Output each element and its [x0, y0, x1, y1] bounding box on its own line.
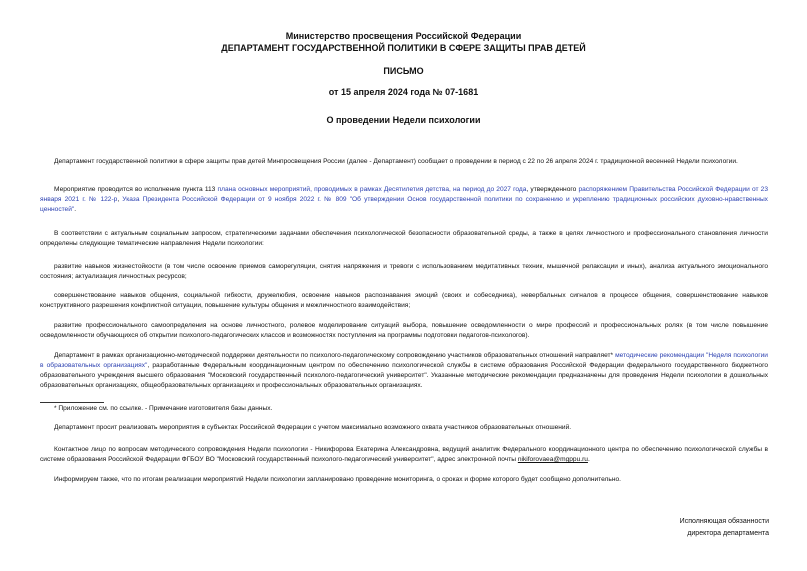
footnote-divider — [40, 402, 104, 403]
signature-line-1: Исполняющая обязанности — [679, 518, 769, 525]
signature-line-2: директора департамента — [687, 530, 769, 537]
contact-email-link[interactable]: nikiforovaea@mgppu.ru — [517, 456, 588, 463]
document-subject: О проведении Недели психологии — [326, 115, 481, 125]
paragraph-recommendations: Департамент в рамках организационно-методической поддержки деятельности по психолого-педагогическому сопровождению участников образовательных отношений направляет* методические рекомендации "Неделя психологии в образовательных организациях", разработанные Федеральным координационным центром по обеспечению психологической службы в системе образования Российской Федерации федерального государственного бюджетного образовательного учреждения высшего образования "Московский государственный психолого-педагогический университет". Указанные методические рекомендации предназначены для проведения Недели психологии в дошкольных образовательных организациях, общеобразовательных организациях и профессиональных образовательных организациях. — [40, 352, 768, 389]
document-date-number: от 15 апреля 2024 года № 07-1681 — [328, 87, 479, 97]
list-item-self-determination: развитие профессионального самоопределения на основе личностного, ролевое моделирование ситуаций выбора, повышение осведомленности о мире профессий и профессиональных ролях (в том числе повышение осведомленности обучающихся об открытии психолого-педагогических классов и возможностях поступления на программы подготовки педагогов-психологов). — [40, 322, 768, 339]
plan-link[interactable]: плана основных мероприятий, проводимых в рамках Десятилетия детства, на период до 2027 года — [217, 186, 527, 193]
paragraph-basis: Мероприятие проводится во исполнение пункта 113 плана основных мероприятий, проводимых в рамках Десятилетия детства, на период до 2027 года, утвержденного распоряжением Правительства Российской Федерации от 23 января 2021 г. № 122-р, Указа Президента Российской Федерации от 9 ноября 2022 г. № 809 "Об утверждении Основ государственной политики по сохранению и укреплению традиционных российских духовно-нравственных ценностей". — [40, 186, 768, 213]
paragraph-contact: Контактное лицо по вопросам методического сопровождения Недели психологии - Никифорова Екатерина Александровна, ведущий аналитик Федерального координационного центра по обеспечению психологической службы в системе образования Российской Федерации ФГБОУ ВО "Московский государственный психолого-педагогический университет", адрес электронной почты nikiforovaea@mgppu.ru. — [40, 446, 768, 463]
ministry-title: Министерство просвещения Российской Федерации — [285, 31, 522, 41]
paragraph-intro: Департамент государственной политики в сфере защиты прав детей Минпросвещения России (далее - Департамент) сообщает о проведении в период с 22 по 26 апреля 2024 г. традиционной весенней Недели психологии. — [54, 158, 738, 165]
paragraph-directions: В соответствии с актуальным социальным запросом, стратегическими задачами обеспечения психологической безопасности образовательной среды, а также в целях личностного и профессионального становления личности определены следующие тематические направления Недели психологии: — [40, 230, 768, 247]
recommendations-link[interactable]: методические рекомендации "Неделя психологии в образовательных организациях" — [40, 352, 768, 369]
list-item-resilience: развитие навыков жизнестойкости (в том числе освоение приемов саморегуляции, снятия напряжения и тревоги с использованием медитативных техник, мышечной релаксации и иных), анализа актуального эмоционального состояния; актуализация личностных ресурсов; — [40, 263, 768, 280]
department-title: ДЕПАРТАМЕНТ ГОСУДАРСТВЕННОЙ ПОЛИТИКИ В СФЕРЕ ЗАЩИТЫ ПРАВ ДЕТЕЙ — [221, 43, 586, 53]
paragraph-monitoring: Информируем также, что по итогам реализации мероприятий Недели психологии запланировано проведение мониторинга, о сроках и форме которого будет сообщено дополнительно. — [54, 476, 621, 483]
presidential-decree-link[interactable]: Указа Президента Российской Федерации от 9 ноября 2022 г. № 809 "Об утверждении Основ государственной политики по сохранению и укреплению традиционных российских духовно-нравственных ценностей" — [40, 196, 768, 213]
footnote: * Приложение см. по ссылке. - Примечание изготовителя базы данных. — [54, 405, 273, 412]
list-item-communication: совершенствование навыков общения, социальной гибкости, дружелюбия, освоение навыков распознавания эмоций (своих и собеседника), невербальных сигналов в процессе общения, совершенствование навыков конструктивного разрешения конфликтной ситуации, повышение культуры общения и межличностного взаимодействия; — [40, 292, 768, 309]
paragraph-request: Департамент просит реализовать мероприятия в субъектах Российской Федерации с учетом максимально возможного охвата участников образовательных отношений. — [54, 424, 572, 431]
document-type: ПИСЬМО — [383, 66, 424, 76]
government-order-link[interactable]: распоряжением Правительства Российской Федерации от 23 января 2021 г. № 122-р — [40, 186, 768, 203]
